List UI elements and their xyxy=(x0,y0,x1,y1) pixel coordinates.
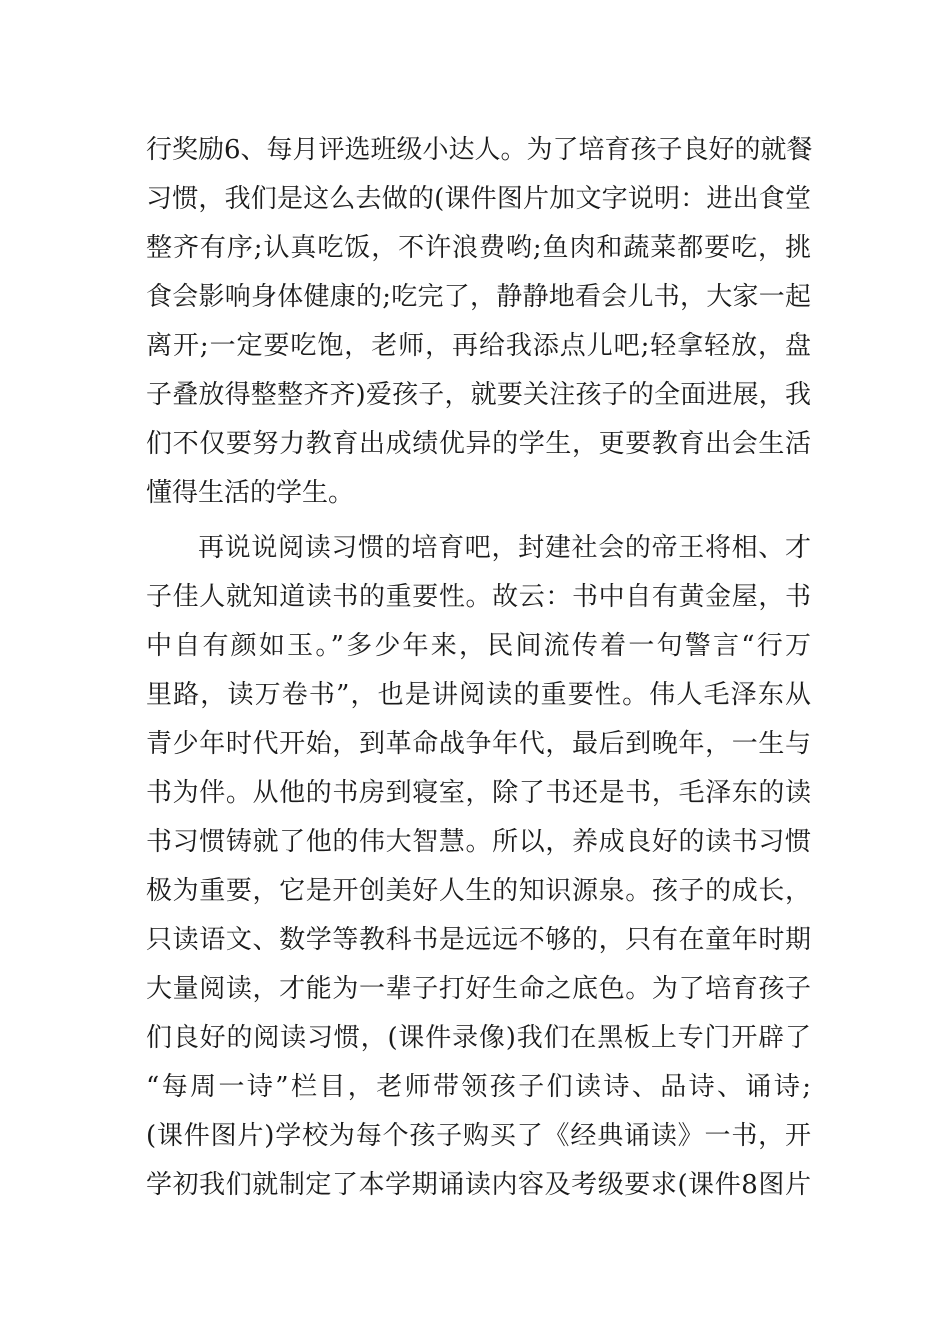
text-line: 书为伴。从他的书房到寝室，除了书还是书，毛泽东的读 xyxy=(146,778,811,808)
text-line: 习惯，我们是这么去做的(课件图片加文字说明：进出食堂 xyxy=(146,184,811,214)
text-line: 们良好的阅读习惯，(课件录像)我们在黑板上专门开辟了 xyxy=(146,1023,811,1053)
text-line: 离开;一定要吃饱，老师，再给我添点儿吧;轻拿轻放，盘 xyxy=(146,331,811,361)
text-line: 大量阅读，才能为一辈子打好生命之底色。为了培育孩子 xyxy=(146,974,811,1004)
text-line: “每周一诗”栏目，老师带领孩子们读诗、品诗、诵诗; xyxy=(146,1072,811,1102)
text-line: 只读语文、数学等教科书是远远不够的，只有在童年时期 xyxy=(146,925,811,955)
text-line: 里路，读万卷书”，也是讲阅读的重要性。伟人毛泽东从 xyxy=(146,680,811,710)
text-line: 懂得生活的学生。 xyxy=(146,478,355,508)
text-line: 们不仅要努力教育出成绩优异的学生，更要教育出会生活 xyxy=(146,429,811,459)
text-line: 学初我们就制定了本学期诵读内容及考级要求(课件8图片 xyxy=(146,1170,811,1200)
text-line: 食会影响身体健康的;吃完了，静静地看会儿书，大家一起 xyxy=(146,282,811,312)
text-line: 极为重要，它是开创美好人生的知识源泉。孩子的成长， xyxy=(146,876,811,906)
text-line: 子佳人就知道读书的重要性。故云：书中自有黄金屋，书 xyxy=(146,582,811,612)
text-line: 中自有颜如玉。”多少年来，民间流传着一句警言“行万 xyxy=(146,631,811,661)
paragraph-first-line: 再说说阅读习惯的培育吧，封建社会的帝王将相、才 xyxy=(198,533,811,563)
text-line: 书习惯铸就了他的伟大智慧。所以，养成良好的读书习惯 xyxy=(146,827,811,857)
text-line: 子叠放得整整齐齐)爱孩子，就要关注孩子的全面进展，我 xyxy=(146,380,811,410)
text-line: 青少年时代开始，到革命战争年代，最后到晚年，一生与 xyxy=(146,729,811,759)
text-line: 行奖励6、每月评选班级小达人。为了培育孩子良好的就餐 xyxy=(146,135,813,165)
text-line: 整齐有序;认真吃饭，不许浪费哟;鱼肉和蔬菜都要吃，挑 xyxy=(146,233,811,263)
text-line: (课件图片)学校为每个孩子购买了《经典诵读》一书，开 xyxy=(146,1121,811,1151)
